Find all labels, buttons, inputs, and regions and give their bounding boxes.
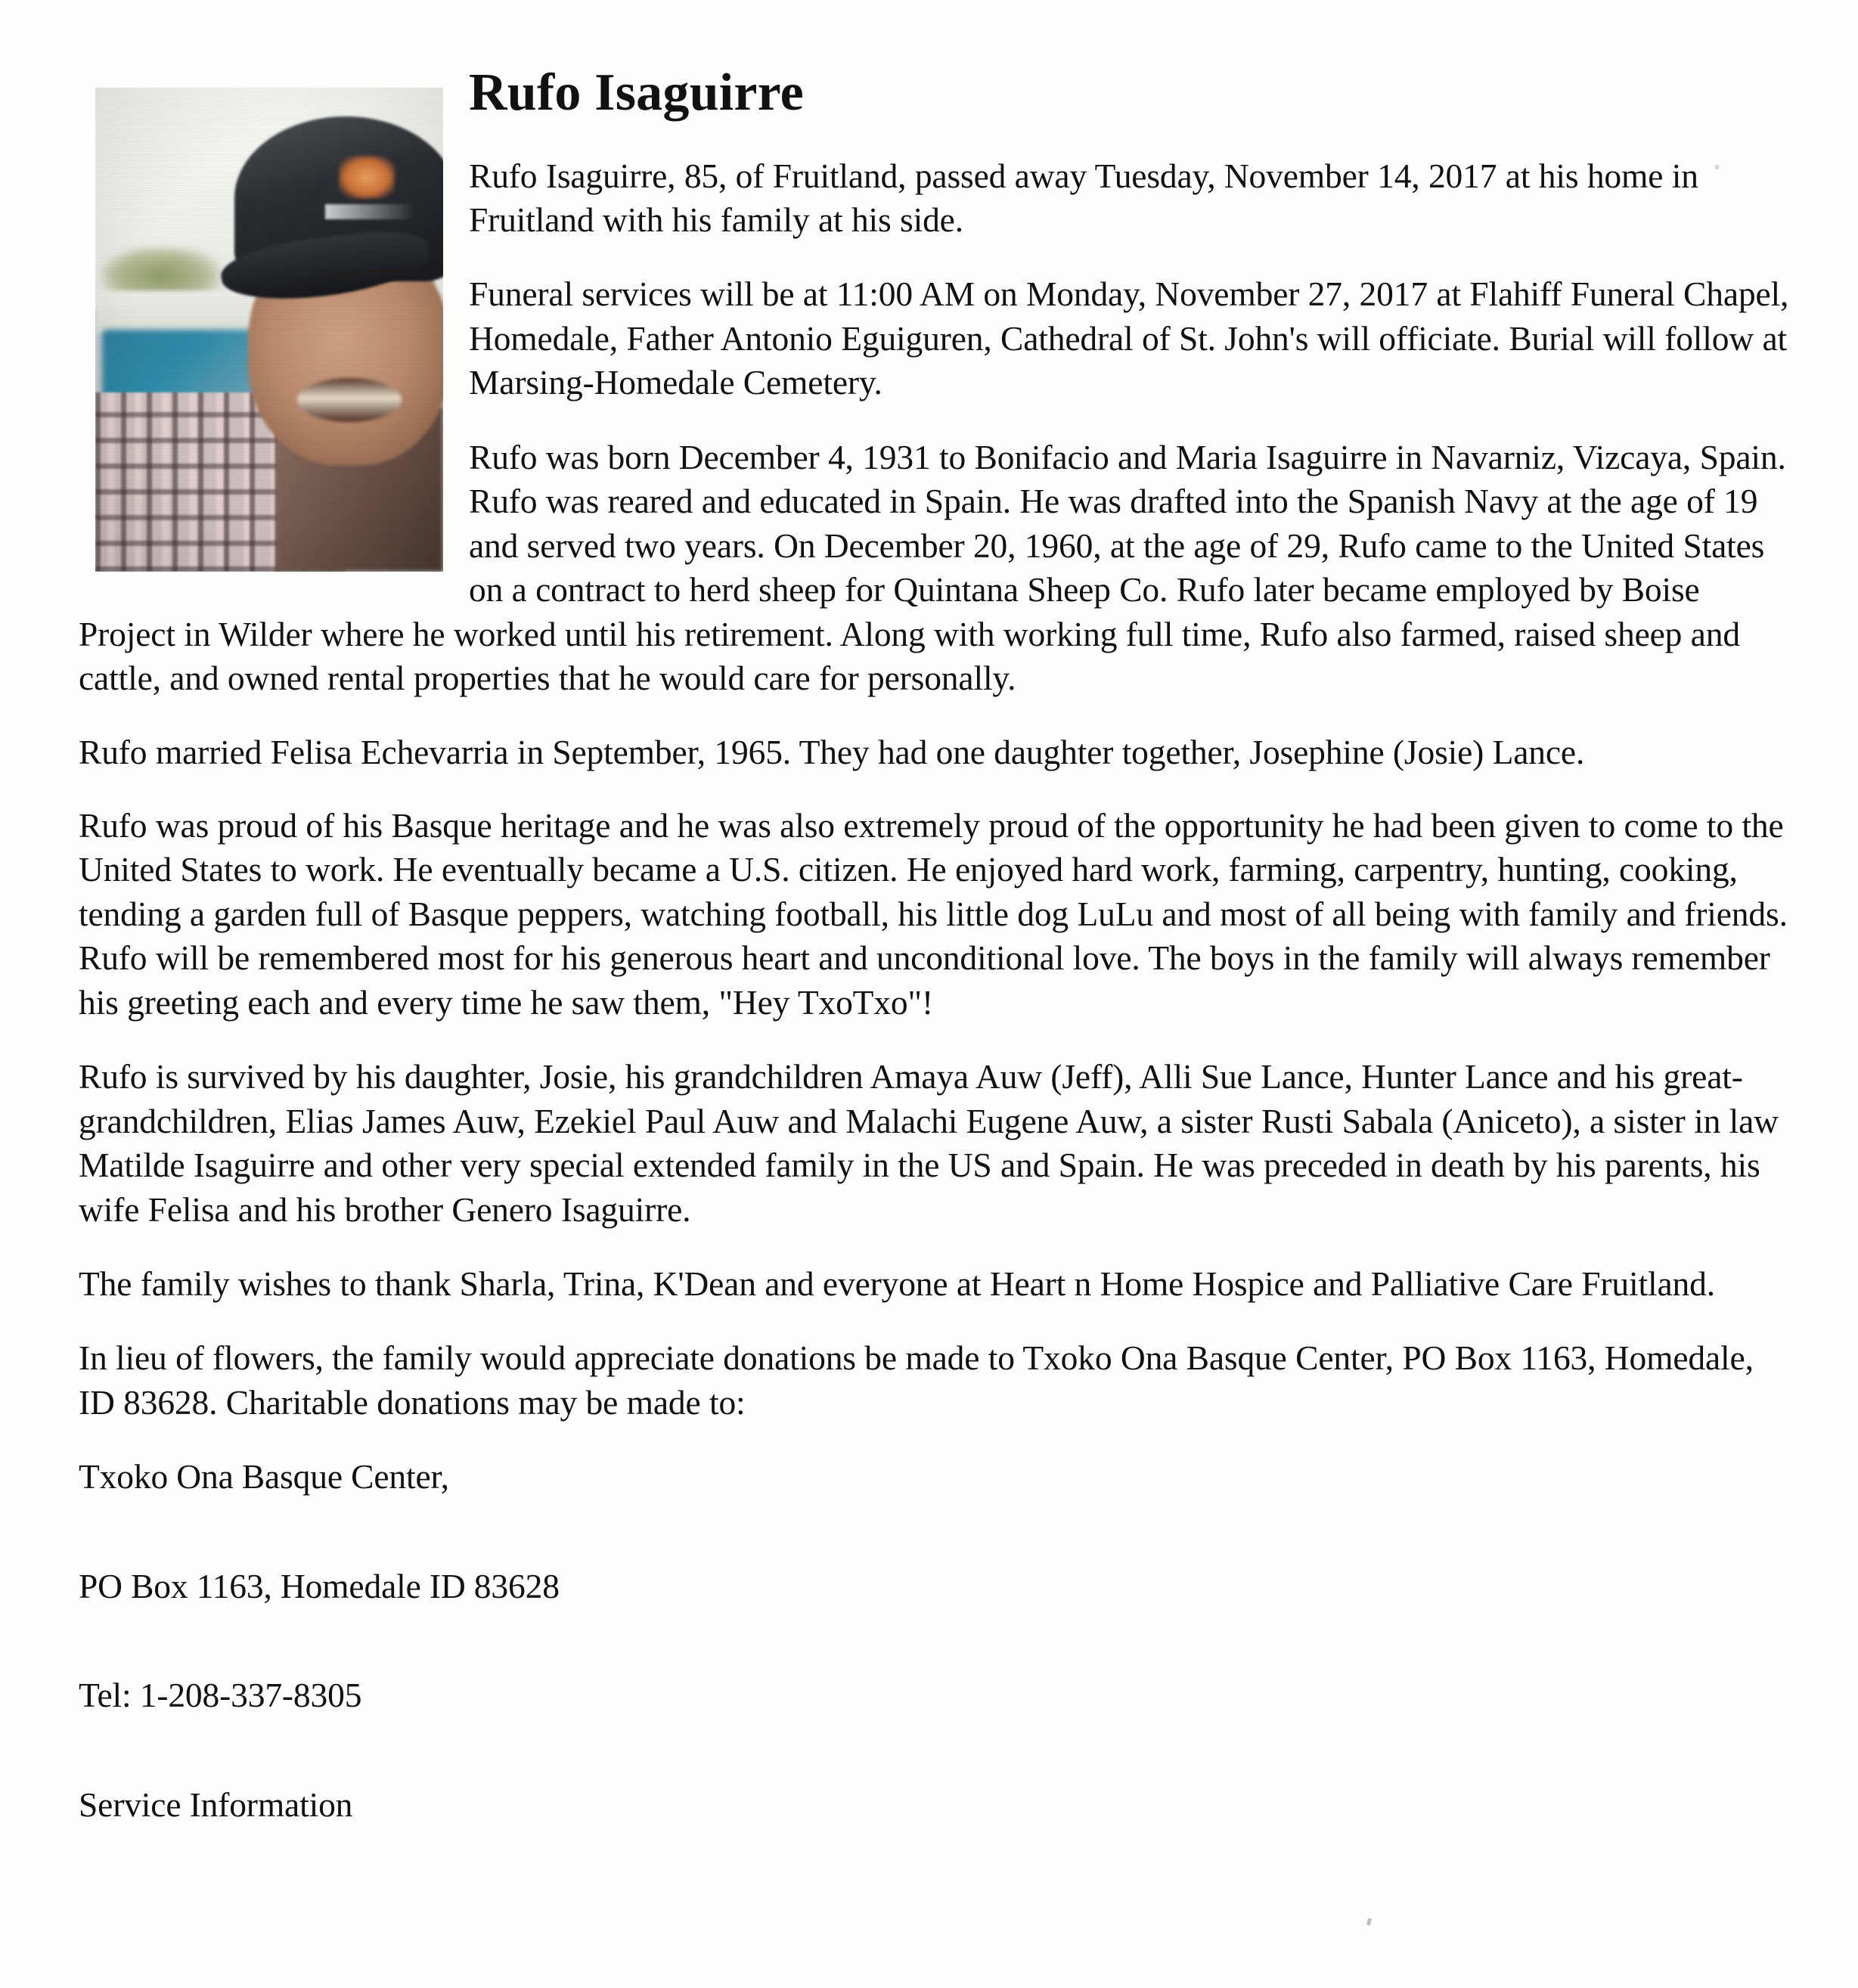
service-information-heading: Service Information <box>79 1785 353 1824</box>
obituary-paragraph-1: Rufo Isaguirre, 85, of Fruitland, passed away Tuesday, November 14, 2017 at his home in Fruitland with his family at his side. <box>469 156 1698 239</box>
donation-organization: Txoko Ona Basque Center, <box>79 1457 449 1496</box>
obituary-paragraph-8: In lieu of flowers, the family would appreciate donations be made to Txoko Ona Basque Center, PO Box 1163, Homedale, ID 83628. Charitable donations may be made to: <box>79 1338 1754 1422</box>
obituary-paragraph-7: The family wishes to thank Sharla, Trina, K'Dean and everyone at Heart n Home Hospice and Palliative Care Fruitland. <box>79 1264 1715 1304</box>
scan-artifact-speck <box>1366 1918 1372 1926</box>
photo-scan-grain <box>95 88 443 572</box>
document-content <box>79 65 1797 1827</box>
obituary-paragraph-5: Rufo was proud of his Basque heritage and he was also extremely proud of the opportunity he had been given to come to the United States to work. He eventually became a U.S. citizen. He enjoyed hard work, farming, carpentry, hunting, cooking, tending a garden full of Basque peppers, watching football, his little dog LuLu and most of all being with family and friends. Rufo will be remembered most for his generous heart and unconditional love. The boys in the family will always remember his greeting each and every time he saw them, "Hey TxoTxo"! <box>79 805 1788 1022</box>
obituary-paragraph-4: Rufo married Felisa Echevarria in September, 1965. They had one daughter together, Josephine (Josie) Lance. <box>79 733 1585 772</box>
obituary-paragraph-3: Rufo was born December 4, 1931 to Bonifacio and Maria Isaguirre in Navarniz, Vizcaya, Spain. Rufo was reared and educated in Spain. He was drafted into the Spanish Navy at the age of 19 and served two years. On December 20, 1960, at the age of 29, Rufo came to the United States on a contract to herd sheep for Quintana Sheep Co. Rufo later became employed by Boise Project in Wilder where he worked until his retirement. Along with working full time, Rufo also farmed, raised sheep and cattle, and owned rental properties that he would care for personally. <box>79 437 1786 698</box>
obituary-paragraph-2: Funeral services will be at 11:00 AM on Monday, November 27, 2017 at Flahiff Funeral Chapel, Homedale, Father Antonio Eguiguren, Cathedral of St. John's will officiate. Burial will follow at Marsing-Homedale Cemetery. <box>469 274 1789 402</box>
obituary-paragraph-6: Rufo is survived by his daughter, Josie, his grandchildren Amaya Auw (Jeff), Alli Sue Lance, Hunter Lance and his great-grandchildren, Elias James Auw, Ezekiel Paul Auw and Malachi Eugene Auw, a sister Rusti Sabala (Aniceto), a sister in law Matilde Isaguirre and other very special extended family in the US and Spain. He was preceded in death by his parents, his wife Felisa and his brother Genero Isaguirre. <box>79 1057 1779 1229</box>
donation-contact-block <box>79 1455 1797 1827</box>
donation-telephone: Tel: 1-208-337-8305 <box>79 1676 362 1715</box>
donation-address: PO Box 1163, Homedale ID 83628 <box>79 1566 560 1605</box>
portrait-photo-image <box>95 88 443 572</box>
page-title: Rufo Isaguirre <box>469 64 804 122</box>
portrait-photo <box>95 88 443 572</box>
